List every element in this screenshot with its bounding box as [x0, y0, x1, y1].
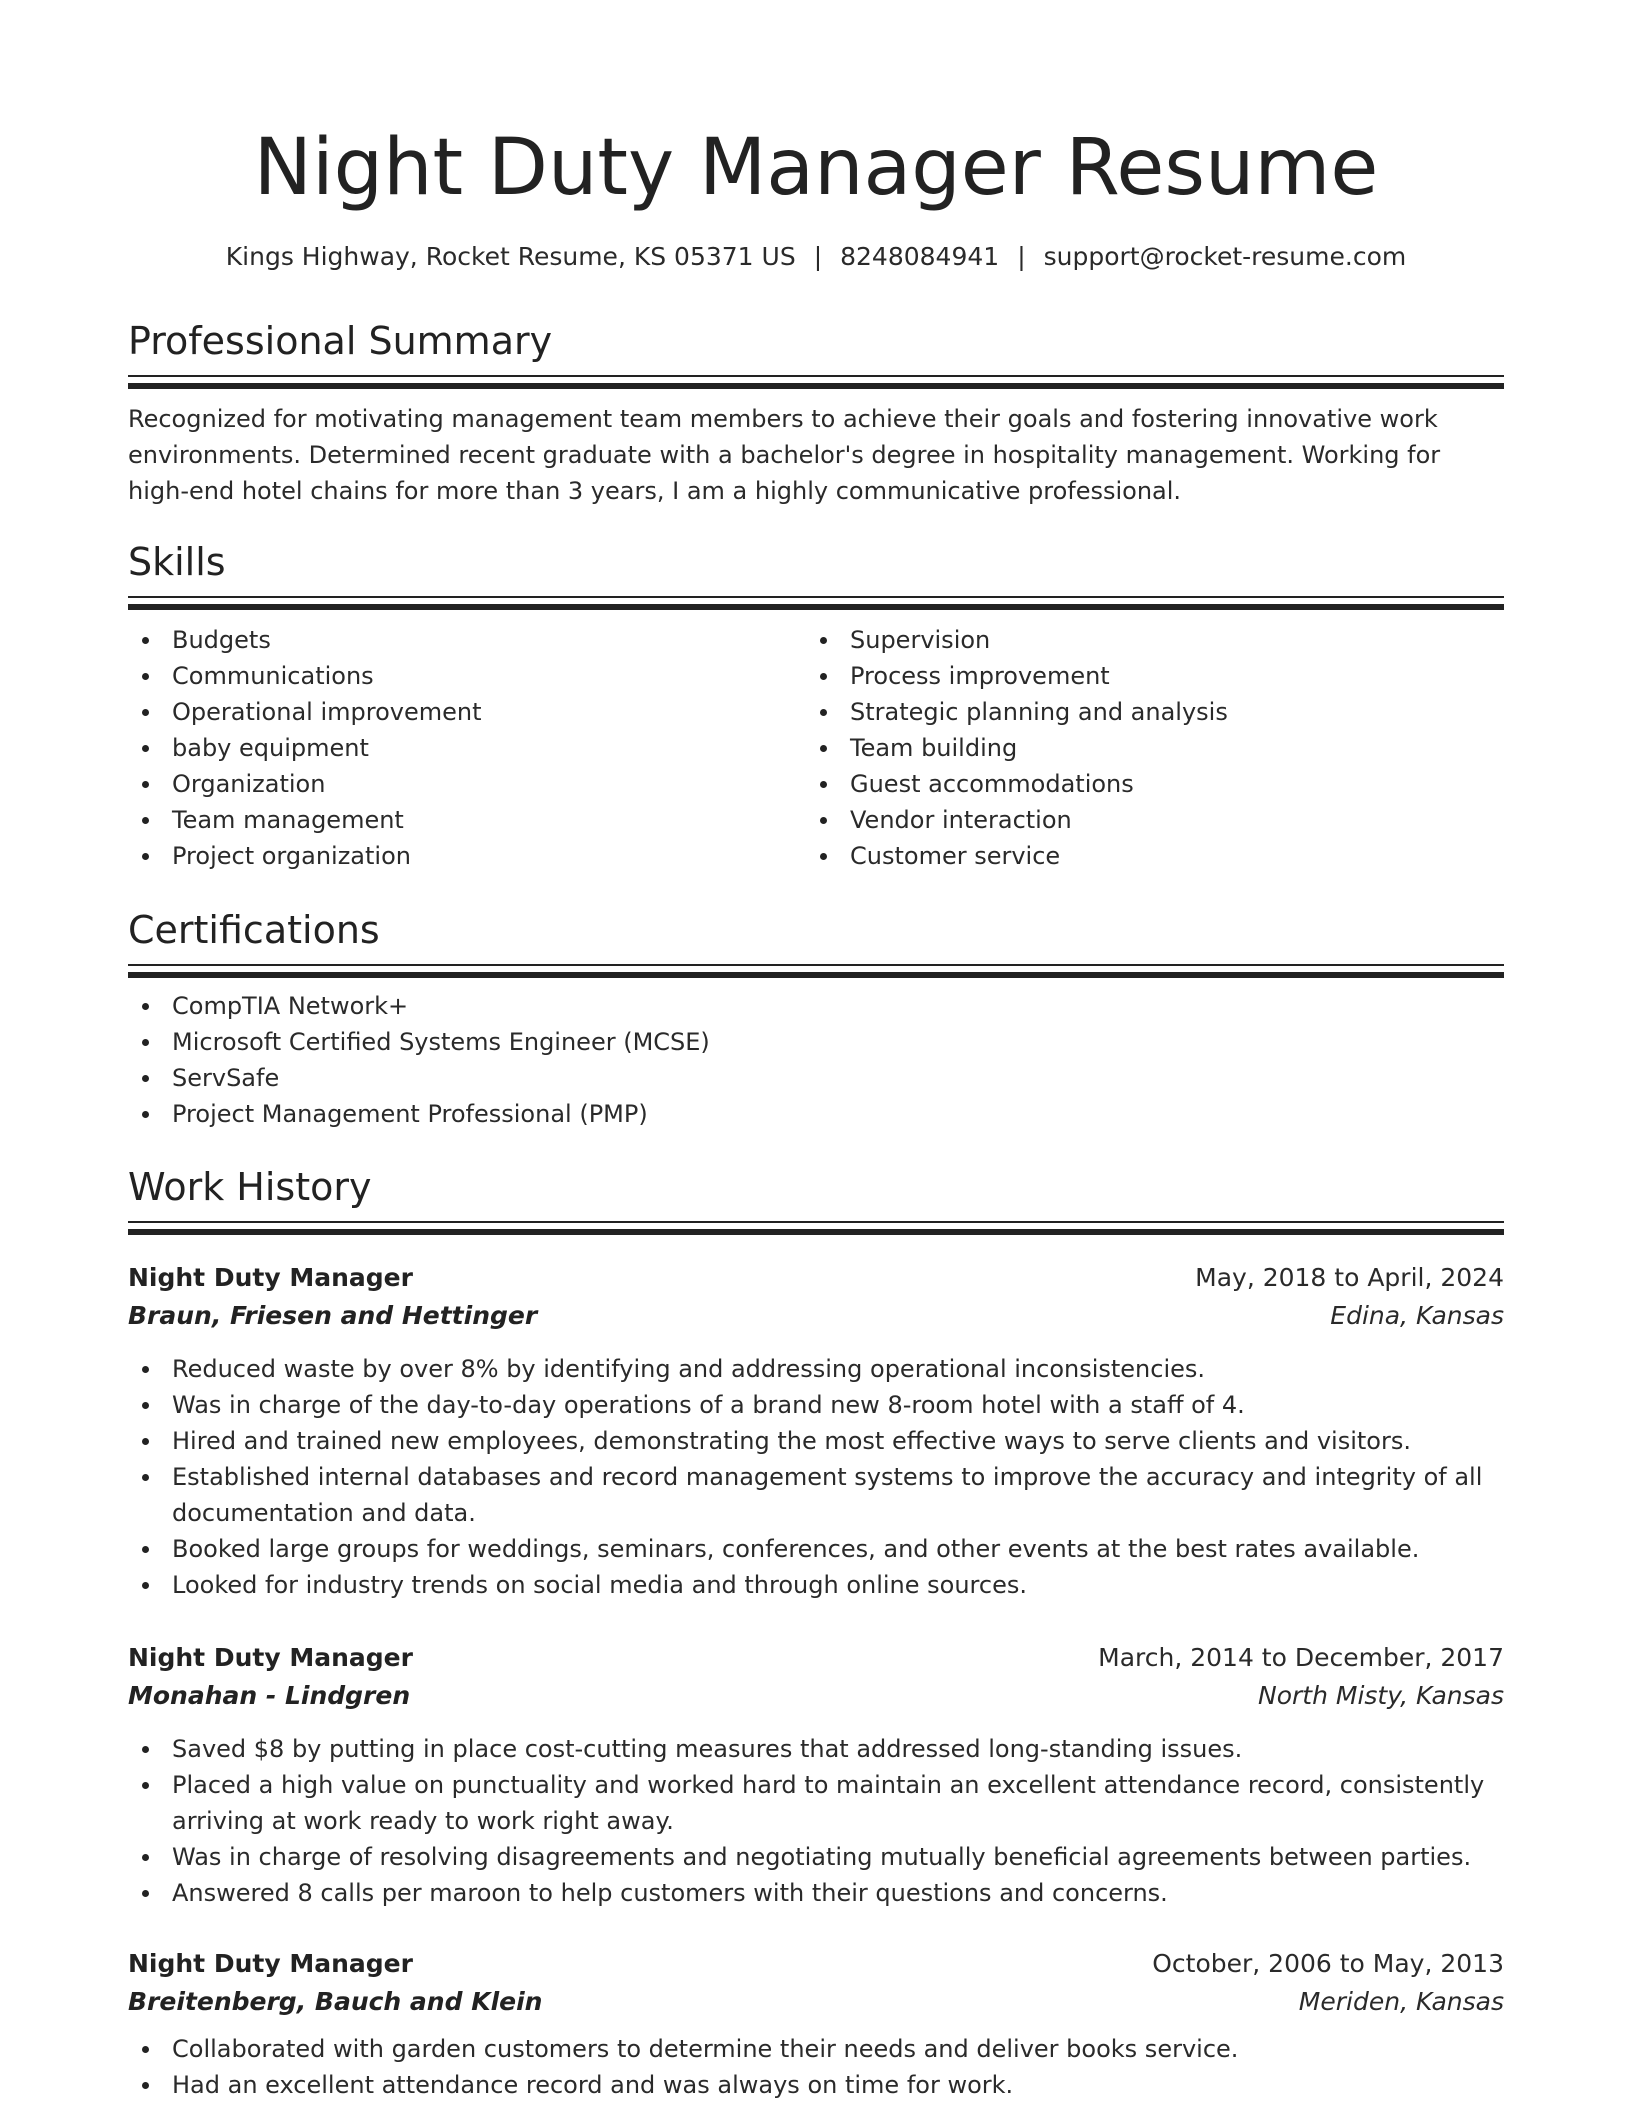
job-company: Braun, Friesen and Hettinger — [128, 1301, 538, 1330]
job-location: North Misty, Kansas — [1258, 1681, 1504, 1710]
job-bullet: Placed a high value on punctuality and worked hard to maintain an excellent attendance record, consistently arriving at work ready to work right away. — [128, 1767, 1504, 1839]
contact-line — [128, 240, 1504, 274]
certification-item: ServSafe — [128, 1060, 1504, 1096]
job-title: Night Duty Manager — [128, 1263, 413, 1292]
skill-item: Communications — [128, 658, 806, 694]
job-subheader — [128, 1983, 1504, 2021]
job-location: Edina, Kansas — [1330, 1301, 1504, 1330]
work-history-section — [128, 1163, 1504, 1235]
skills-column-right — [806, 622, 1484, 874]
work-history-heading: Work History — [128, 1165, 372, 1209]
job-location: Meriden, Kansas — [1298, 1987, 1504, 2016]
skill-item: Project organization — [128, 838, 806, 874]
skill-item: Operational improvement — [128, 694, 806, 730]
job-bullet: Established internal databases and record management systems to improve the accuracy and integrity of all documentation and data. — [128, 1459, 1504, 1531]
job-subheader — [128, 1677, 1504, 1715]
skills-heading: Skills — [128, 540, 226, 584]
skill-item: Process improvement — [806, 658, 1484, 694]
job-dates: March, 2014 to December, 2017 — [1098, 1643, 1504, 1672]
summary-heading: Professional Summary — [128, 319, 553, 363]
skill-item: Strategic planning and analysis — [806, 694, 1484, 730]
job-dates: May, 2018 to April, 2024 — [1195, 1263, 1504, 1292]
contact-phone: 8248084941 — [840, 242, 1000, 271]
job-header — [128, 1945, 1504, 1983]
job-bullet: Looked for industry trends on social media and through online sources. — [128, 1567, 1504, 1603]
job-bullet: Hired and trained new employees, demonstrating the most effective ways to serve clients and visitors. — [128, 1423, 1504, 1459]
job-bullet: Was in charge of the day-to-day operations of a brand new 8-room hotel with a staff of 4. — [128, 1387, 1504, 1423]
section-divider-thick — [128, 383, 1504, 389]
job-title: Night Duty Manager — [128, 1643, 413, 1672]
job-bullet: Reduced waste by over 8% by identifying and addressing operational inconsistencies. — [128, 1351, 1504, 1387]
job-subheader — [128, 1297, 1504, 1335]
job-bullet: Had an excellent attendance record and was always on time for work. — [128, 2067, 1504, 2103]
contact-address: Kings Highway, Rocket Resume, KS 05371 US — [225, 242, 796, 271]
job-bullet: Answered 8 calls per maroon to help customers with their questions and concerns. — [128, 1875, 1504, 1911]
skill-item: Supervision — [806, 622, 1484, 658]
job-dates: October, 2006 to May, 2013 — [1152, 1949, 1504, 1978]
skill-item: Team management — [128, 802, 806, 838]
page-title: Night Duty Manager Resume — [253, 123, 1379, 213]
resume-page — [128, 0, 1504, 2099]
skills-list-right — [806, 622, 1484, 874]
skill-item: Customer service — [806, 838, 1484, 874]
contact-email: support@rocket-resume.com — [1043, 242, 1407, 271]
section-divider — [128, 375, 1504, 377]
certifications-list — [128, 988, 1504, 1132]
section-divider — [128, 1221, 1504, 1223]
certifications-heading: Certifications — [128, 908, 380, 952]
section-divider-thick — [128, 604, 1504, 610]
job-bullets — [128, 1351, 1504, 1603]
job-company: Monahan - Lindgren — [128, 1681, 411, 1710]
skill-item: Guest accommodations — [806, 766, 1484, 802]
job-bullet: Collaborated with garden customers to determine their needs and deliver books service. — [128, 2031, 1504, 2067]
summary-text: Recognized for motivating management team members to achieve their goals and fostering innovative work environments. Determined recent graduate with a bachelor's degree in hospitality management. Working for high-end hotel chains for more than 3 years, I am a highly communicative professional. — [128, 405, 1441, 505]
job-bullets — [128, 2031, 1504, 2103]
skills-columns — [128, 622, 1504, 874]
job-company: Breitenberg, Bauch and Klein — [128, 1987, 543, 2016]
job-header — [128, 1259, 1504, 1297]
job-entry — [128, 1639, 1504, 1911]
skill-item: Budgets — [128, 622, 806, 658]
section-divider — [128, 596, 1504, 598]
skills-section — [128, 538, 1504, 874]
section-divider-thick — [128, 972, 1504, 978]
job-title: Night Duty Manager — [128, 1949, 413, 1978]
certification-item: Microsoft Certified Systems Engineer (MCSE) — [128, 1024, 1504, 1060]
job-entry — [128, 1259, 1504, 1603]
certification-item: CompTIA Network+ — [128, 988, 1504, 1024]
job-bullet: Booked large groups for weddings, seminars, conferences, and other events at the best rates available. — [128, 1531, 1504, 1567]
section-divider — [128, 964, 1504, 966]
skill-item: Organization — [128, 766, 806, 802]
section-divider-thick — [128, 1229, 1504, 1235]
skills-column-left — [128, 622, 806, 874]
contact-separator: | — [1017, 242, 1026, 271]
skill-item: Team building — [806, 730, 1484, 766]
skill-item: baby equipment — [128, 730, 806, 766]
job-bullet: Was in charge of resolving disagreements and negotiating mutually beneficial agreements between parties. — [128, 1839, 1504, 1875]
certifications-section — [128, 906, 1504, 1132]
contact-separator: | — [813, 242, 823, 271]
job-header — [128, 1639, 1504, 1677]
skill-item: Vendor interaction — [806, 802, 1484, 838]
certification-item: Project Management Professional (PMP) — [128, 1096, 1504, 1132]
job-bullet: Saved $8 by putting in place cost-cutting measures that addressed long-standing issues. — [128, 1731, 1504, 1767]
job-entry — [128, 1945, 1504, 2103]
job-bullets — [128, 1731, 1504, 1911]
skills-list-left — [128, 622, 806, 874]
summary-section — [128, 317, 1504, 509]
